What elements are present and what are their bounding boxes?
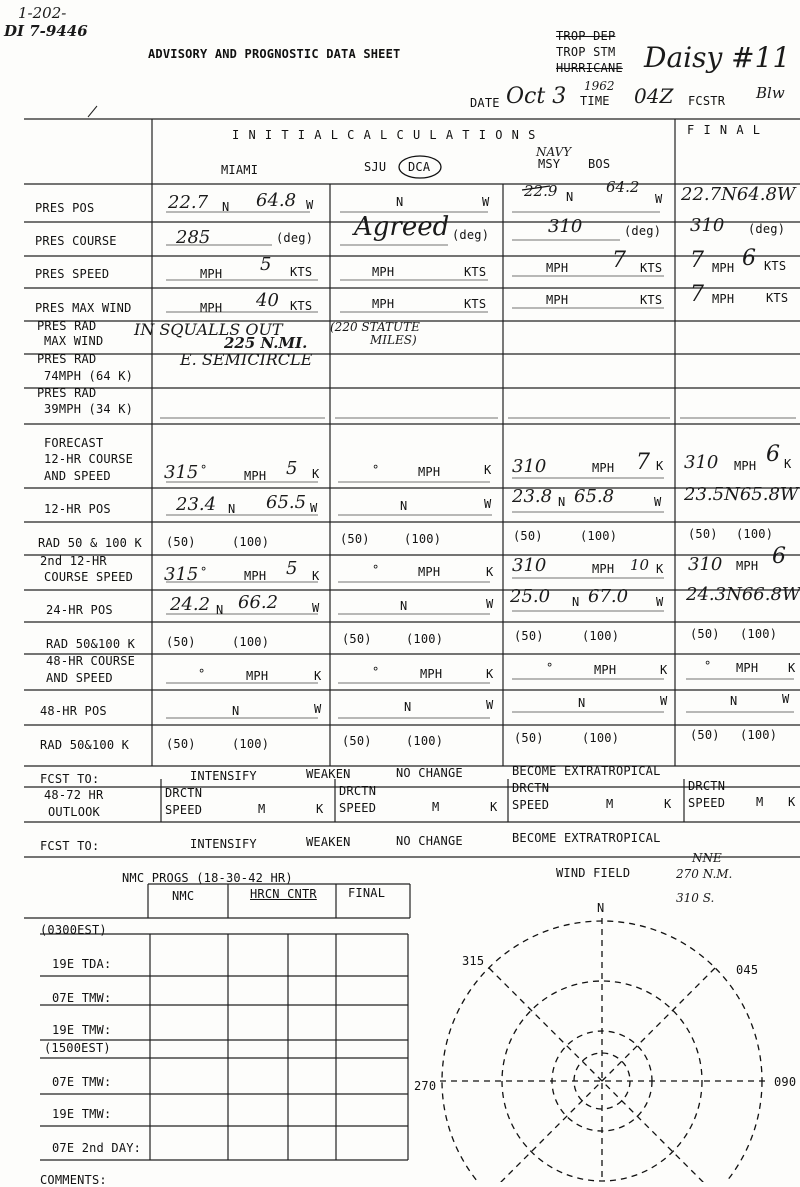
row-rad-24: RAD 50&100 K bbox=[46, 637, 136, 651]
unit-n: N bbox=[400, 599, 408, 613]
unit-k: K bbox=[788, 661, 796, 675]
miami-pos-lat: 22.7 bbox=[168, 192, 209, 213]
rad50-label: (50) bbox=[342, 734, 372, 748]
msy-pos24-lat: 25.0 bbox=[510, 586, 551, 607]
weaken-option-2: WEAKEN bbox=[306, 835, 351, 849]
unit-k: K bbox=[312, 467, 320, 481]
unit-mph: MPH bbox=[594, 663, 617, 677]
page-title: ADVISORY AND PROGNOSTIC DATA SHEET bbox=[148, 47, 401, 61]
miami-fc12-course: 315 bbox=[164, 462, 199, 483]
final-c2-speed: 6 bbox=[772, 544, 786, 569]
fcstr-label: FCSTR bbox=[688, 94, 726, 108]
rad50-label: (50) bbox=[166, 635, 196, 649]
miami-max-wind: 40 bbox=[256, 290, 279, 311]
rad100-label: (100) bbox=[736, 527, 774, 541]
rad50-label: (50) bbox=[166, 737, 196, 751]
unit-mph: MPH bbox=[734, 459, 757, 473]
unit-mph: MPH bbox=[736, 661, 759, 675]
unit-n: N bbox=[228, 502, 236, 516]
unit-mph: MPH bbox=[244, 569, 267, 583]
col-sju: SJU bbox=[364, 160, 387, 174]
unit-w: W bbox=[306, 198, 314, 212]
msy-pos-lat: 22.9 bbox=[524, 182, 558, 200]
unit-deg: ° bbox=[704, 659, 712, 673]
rad100-label: (100) bbox=[582, 731, 620, 745]
unit-k: K bbox=[660, 663, 668, 677]
nmc-group-1500: (1500EST) bbox=[44, 1041, 111, 1055]
unit-deg: (deg) bbox=[452, 228, 490, 242]
speed-label: SPEED bbox=[339, 801, 377, 815]
wind-field-note-2: 270 N.M. bbox=[676, 867, 733, 881]
unit-k: K bbox=[664, 797, 672, 811]
unit-w: W bbox=[660, 694, 668, 708]
weaken-option: WEAKEN bbox=[306, 767, 351, 781]
row-pres-rad-39-2: 39MPH (34 K) bbox=[44, 402, 134, 416]
unit-k: K bbox=[656, 562, 664, 576]
miami-course: 285 bbox=[176, 227, 211, 248]
nmc-group-0300: (0300EST) bbox=[40, 923, 107, 937]
unit-mph: MPH bbox=[736, 559, 759, 573]
row-48hr-pos: 48-HR POS bbox=[40, 704, 107, 718]
unit-w: W bbox=[482, 195, 490, 209]
msy-fc12-speed: 7 bbox=[636, 450, 650, 475]
msy-c2-course: 310 bbox=[512, 555, 547, 576]
nmc-row-19e-tda: 19E TDA: bbox=[52, 957, 112, 971]
unit-w: W bbox=[486, 597, 494, 611]
unit-mph: MPH bbox=[546, 293, 569, 307]
unit-n: N bbox=[400, 499, 408, 513]
unit-m: M bbox=[756, 795, 764, 809]
msy-c2-speed: 10 bbox=[630, 556, 650, 574]
rad100-label: (100) bbox=[740, 627, 778, 641]
navy-note: NAVY bbox=[536, 145, 572, 159]
date-label: DATE bbox=[470, 96, 500, 110]
unit-deg: ° bbox=[372, 563, 380, 577]
miami-rad-note-1: IN SQUALLS OUT bbox=[134, 320, 283, 339]
unit-w: W bbox=[314, 702, 322, 716]
initial-calculations-header: I N I T I A L C A L C U L A T I O N S bbox=[232, 128, 537, 142]
unit-deg: ° bbox=[198, 667, 206, 681]
miami-pos24-lon: 66.2 bbox=[238, 592, 279, 613]
sju-agreed-note: Agreed bbox=[354, 212, 450, 242]
unit-kts: KTS bbox=[290, 265, 313, 279]
row-pres-pos: PRES POS bbox=[35, 201, 95, 215]
fcstr-value: Blw bbox=[756, 84, 785, 102]
msy-pos12-lon: 65.8 bbox=[574, 486, 615, 507]
extratropical-option: BECOME EXTRATROPICAL bbox=[512, 764, 661, 778]
col-msy: MSY bbox=[538, 157, 561, 171]
rad50-label: (50) bbox=[513, 529, 543, 543]
unit-deg: (deg) bbox=[748, 222, 786, 236]
rad100-label: (100) bbox=[232, 635, 270, 649]
rad100-label: (100) bbox=[232, 535, 270, 549]
intensify-option: INTENSIFY bbox=[190, 769, 257, 783]
no-change-option: NO CHANGE bbox=[396, 766, 463, 780]
row-48hr-course-1: 48-HR COURSE bbox=[46, 654, 136, 668]
row-rad-50-100: RAD 50 & 100 K bbox=[38, 536, 142, 550]
time-value: 04Z bbox=[634, 84, 674, 108]
unit-mph: MPH bbox=[372, 297, 395, 311]
row-pres-rad-39-1: PRES RAD bbox=[37, 386, 97, 400]
unit-mph: MPH bbox=[418, 465, 441, 479]
unit-mph: MPH bbox=[200, 267, 223, 281]
unit-mph: MPH bbox=[200, 301, 223, 315]
unit-kts: KTS bbox=[764, 259, 787, 273]
unit-mph: MPH bbox=[418, 565, 441, 579]
miami-pos-lon: 64.8 bbox=[256, 190, 297, 211]
nmc-col-hrcn: HRCN CNTR bbox=[250, 887, 317, 901]
final-course: 310 bbox=[690, 215, 725, 236]
unit-n: N bbox=[222, 200, 230, 214]
unit-n: N bbox=[558, 495, 566, 509]
unit-k: K bbox=[784, 457, 792, 471]
miami-fc12-speed: 5 bbox=[286, 458, 298, 479]
unit-kts: KTS bbox=[290, 299, 313, 313]
col-miami: MIAMI bbox=[221, 163, 259, 177]
final-speed: 7 bbox=[690, 248, 704, 273]
rad50-label: (50) bbox=[690, 627, 720, 641]
rad50-label: (50) bbox=[514, 629, 544, 643]
wind-dir-045: 045 bbox=[736, 963, 759, 977]
rad100-label: (100) bbox=[406, 632, 444, 646]
unit-k: K bbox=[656, 459, 664, 473]
wind-field-title: WIND FIELD bbox=[556, 866, 631, 880]
unit-n: N bbox=[578, 696, 586, 710]
unit-m: M bbox=[432, 800, 440, 814]
row-2nd-12hr-2: COURSE SPEED bbox=[44, 570, 134, 584]
nmc-row-19e-tmw: 19E TMW: bbox=[52, 1023, 112, 1037]
unit-k: K bbox=[788, 795, 796, 809]
outlook-label-1: 48-72 HR bbox=[44, 788, 104, 802]
wind-dir-090: 090 bbox=[774, 1075, 797, 1089]
unit-k: K bbox=[486, 667, 494, 681]
unit-n: N bbox=[232, 704, 240, 718]
unit-w: W bbox=[782, 692, 790, 706]
unit-n: N bbox=[396, 195, 404, 209]
row-pres-rad-max-2: MAX WIND bbox=[44, 334, 104, 348]
row-24hr-pos: 24-HR POS bbox=[46, 603, 113, 617]
wind-field-note-1: NNE bbox=[692, 851, 722, 865]
no-change-option-2: NO CHANGE bbox=[396, 834, 463, 848]
unit-kts: KTS bbox=[464, 265, 487, 279]
storm-name-handwritten: Daisy #11 bbox=[644, 41, 791, 74]
final-fc12-course: 310 bbox=[684, 452, 719, 473]
row-12hr-pos: 12-HR POS bbox=[44, 502, 111, 516]
unit-w: W bbox=[486, 698, 494, 712]
unit-mph: MPH bbox=[420, 667, 443, 681]
unit-deg: (deg) bbox=[276, 231, 314, 245]
nmc-col-final: FINAL bbox=[348, 886, 386, 900]
nmc-row-07e-tmw-2: 07E TMW: bbox=[52, 1075, 112, 1089]
storm-type-trop-stm: TROP STM bbox=[556, 45, 616, 59]
msy-pos-lon: 64.2 bbox=[606, 178, 640, 196]
unit-mph: MPH bbox=[546, 261, 569, 275]
rad100-label: (100) bbox=[406, 734, 444, 748]
unit-mph: MPH bbox=[712, 292, 735, 306]
wind-dir-n: N bbox=[597, 901, 605, 915]
unit-n: N bbox=[730, 694, 738, 708]
row-forecast-3: AND SPEED bbox=[44, 469, 111, 483]
sju-rad-note-1: (220 STATUTE bbox=[330, 320, 420, 334]
unit-w: W bbox=[654, 495, 662, 509]
row-pres-rad-max-1: PRES RAD bbox=[37, 319, 97, 333]
rad50-label: (50) bbox=[688, 527, 718, 541]
unit-kts: KTS bbox=[766, 291, 789, 305]
final-speed-k: 6 bbox=[742, 246, 756, 271]
msy-fc12-course: 310 bbox=[512, 456, 547, 477]
msy-speed: 7 bbox=[612, 248, 626, 273]
time-label: TIME bbox=[580, 94, 610, 108]
miami-pos12-lat: 23.4 bbox=[176, 494, 217, 515]
rad50-label: (50) bbox=[340, 532, 370, 546]
row-48hr-course-2: AND SPEED bbox=[46, 671, 113, 685]
miami-pos12-lon: 65.5 bbox=[266, 492, 307, 513]
drctn-label: DRCTN bbox=[512, 781, 550, 795]
unit-k: K bbox=[486, 565, 494, 579]
miami-c2-speed: 5 bbox=[286, 558, 298, 579]
unit-mph: MPH bbox=[592, 461, 615, 475]
drctn-label: DRCTN bbox=[165, 786, 203, 800]
unit-k: K bbox=[316, 802, 324, 816]
unit-mph: MPH bbox=[244, 469, 267, 483]
storm-type-hurricane: HURRICANE bbox=[556, 61, 623, 75]
col-dca: DCA bbox=[408, 160, 431, 174]
unit-w: W bbox=[655, 192, 663, 206]
nmc-row-07e-tmw: 07E TMW: bbox=[52, 991, 112, 1005]
rad100-label: (100) bbox=[232, 737, 270, 751]
unit-n: N bbox=[566, 190, 574, 204]
unit-mph: MPH bbox=[712, 261, 735, 275]
unit-w: W bbox=[312, 601, 320, 615]
row-pres-speed: PRES SPEED bbox=[35, 267, 110, 281]
unit-deg: ° bbox=[372, 463, 380, 477]
unit-mph: MPH bbox=[246, 669, 269, 683]
unit-k: K bbox=[314, 669, 322, 683]
fcst-to-label-2: FCST TO: bbox=[40, 839, 100, 853]
rad100-label: (100) bbox=[580, 529, 618, 543]
date-value: Oct 3 bbox=[506, 84, 567, 109]
speed-label: SPEED bbox=[165, 803, 203, 817]
unit-kts: KTS bbox=[640, 261, 663, 275]
row-pres-max-wind: PRES MAX WIND bbox=[35, 301, 132, 315]
handwritten-note-top-2: DI 7-9446 bbox=[4, 22, 88, 40]
extratropical-option-2: BECOME EXTRATROPICAL bbox=[512, 831, 661, 845]
unit-mph: MPH bbox=[592, 562, 615, 576]
unit-deg: ° bbox=[200, 565, 208, 579]
rad100-label: (100) bbox=[582, 629, 620, 643]
unit-deg: (deg) bbox=[624, 224, 662, 238]
comments-label: COMMENTS: bbox=[40, 1173, 107, 1187]
sju-rad-note-2: MILES) bbox=[370, 333, 417, 347]
unit-k: K bbox=[484, 463, 492, 477]
handwritten-note-top-1: 1-202- bbox=[18, 4, 67, 22]
unit-kts: KTS bbox=[640, 293, 663, 307]
row-rad-48: RAD 50&100 K bbox=[40, 738, 130, 752]
speed-label: SPEED bbox=[512, 798, 550, 812]
wind-dir-315: 315 bbox=[462, 954, 485, 968]
wind-dir-270: 270 bbox=[414, 1079, 437, 1093]
unit-n: N bbox=[216, 603, 224, 617]
outlook-label-2: OUTLOOK bbox=[48, 805, 100, 819]
unit-w: W bbox=[310, 501, 318, 515]
miami-rad-note-2: 225 N.MI. bbox=[224, 334, 308, 352]
miami-pos24-lat: 24.2 bbox=[170, 594, 211, 615]
rad100-label: (100) bbox=[404, 532, 442, 546]
drctn-label: DRCTN bbox=[339, 784, 377, 798]
unit-mph: MPH bbox=[372, 265, 395, 279]
final-pos: 22.7N64.8W bbox=[681, 184, 796, 205]
row-forecast-2: 12-HR COURSE bbox=[44, 452, 134, 466]
unit-n: N bbox=[572, 595, 580, 609]
row-pres-rad-74-2: 74MPH (64 K) bbox=[44, 369, 134, 383]
row-pres-rad-74-1: PRES RAD bbox=[37, 352, 97, 366]
nmc-row-19e-tmw-2: 19E TMW: bbox=[52, 1107, 112, 1121]
final-max-wind: 7 bbox=[690, 282, 704, 307]
unit-k: K bbox=[490, 800, 498, 814]
unit-deg: ° bbox=[546, 661, 554, 675]
unit-kts: KTS bbox=[464, 297, 487, 311]
date-year: 1962 bbox=[584, 79, 615, 93]
final-pos12: 23.5N65.8W bbox=[684, 484, 799, 505]
final-header: F I N A L bbox=[687, 123, 762, 137]
unit-k: K bbox=[312, 569, 320, 583]
storm-type-trop-dep: TROP DEP bbox=[556, 29, 616, 43]
unit-w: W bbox=[656, 595, 664, 609]
unit-deg: ° bbox=[372, 665, 380, 679]
unit-n: N bbox=[404, 700, 412, 714]
nmc-row-07e-2nd-day: 07E 2nd DAY: bbox=[52, 1141, 142, 1155]
miami-rad-note-3: E. SEMICIRCLE bbox=[180, 350, 313, 369]
nmc-col-nmc: NMC bbox=[172, 889, 195, 903]
final-fc12-speed: 6 bbox=[766, 442, 780, 467]
speed-label: SPEED bbox=[688, 796, 726, 810]
rad100-label: (100) bbox=[740, 728, 778, 742]
rad50-label: (50) bbox=[514, 731, 544, 745]
msy-pos12-lat: 23.8 bbox=[512, 486, 553, 507]
rad50-label: (50) bbox=[166, 535, 196, 549]
unit-m: M bbox=[606, 797, 614, 811]
miami-speed: 5 bbox=[260, 254, 272, 275]
unit-w: W bbox=[484, 497, 492, 511]
rad50-label: (50) bbox=[342, 632, 372, 646]
unit-deg: ° bbox=[200, 463, 208, 477]
miami-c2-course: 315 bbox=[164, 564, 199, 585]
intensify-option-2: INTENSIFY bbox=[190, 837, 257, 851]
wind-field-note-3: 310 S. bbox=[676, 891, 715, 905]
unit-m: M bbox=[258, 802, 266, 816]
nmc-progs-title: NMC PROGS (18-30-42 HR) bbox=[122, 871, 293, 885]
rad50-label: (50) bbox=[690, 728, 720, 742]
msy-course: 310 bbox=[548, 216, 583, 237]
msy-pos24-lon: 67.0 bbox=[588, 586, 629, 607]
final-c2-course: 310 bbox=[688, 554, 723, 575]
row-2nd-12hr-1: 2nd 12-HR bbox=[40, 554, 107, 568]
drctn-label: DRCTN bbox=[688, 779, 726, 793]
final-pos24: 24.3N66.8W bbox=[686, 584, 800, 605]
col-bos: BOS bbox=[588, 157, 611, 171]
fcst-to-label: FCST TO: bbox=[40, 772, 100, 786]
row-pres-course: PRES COURSE bbox=[35, 234, 117, 248]
row-forecast-1: FORECAST bbox=[44, 436, 104, 450]
